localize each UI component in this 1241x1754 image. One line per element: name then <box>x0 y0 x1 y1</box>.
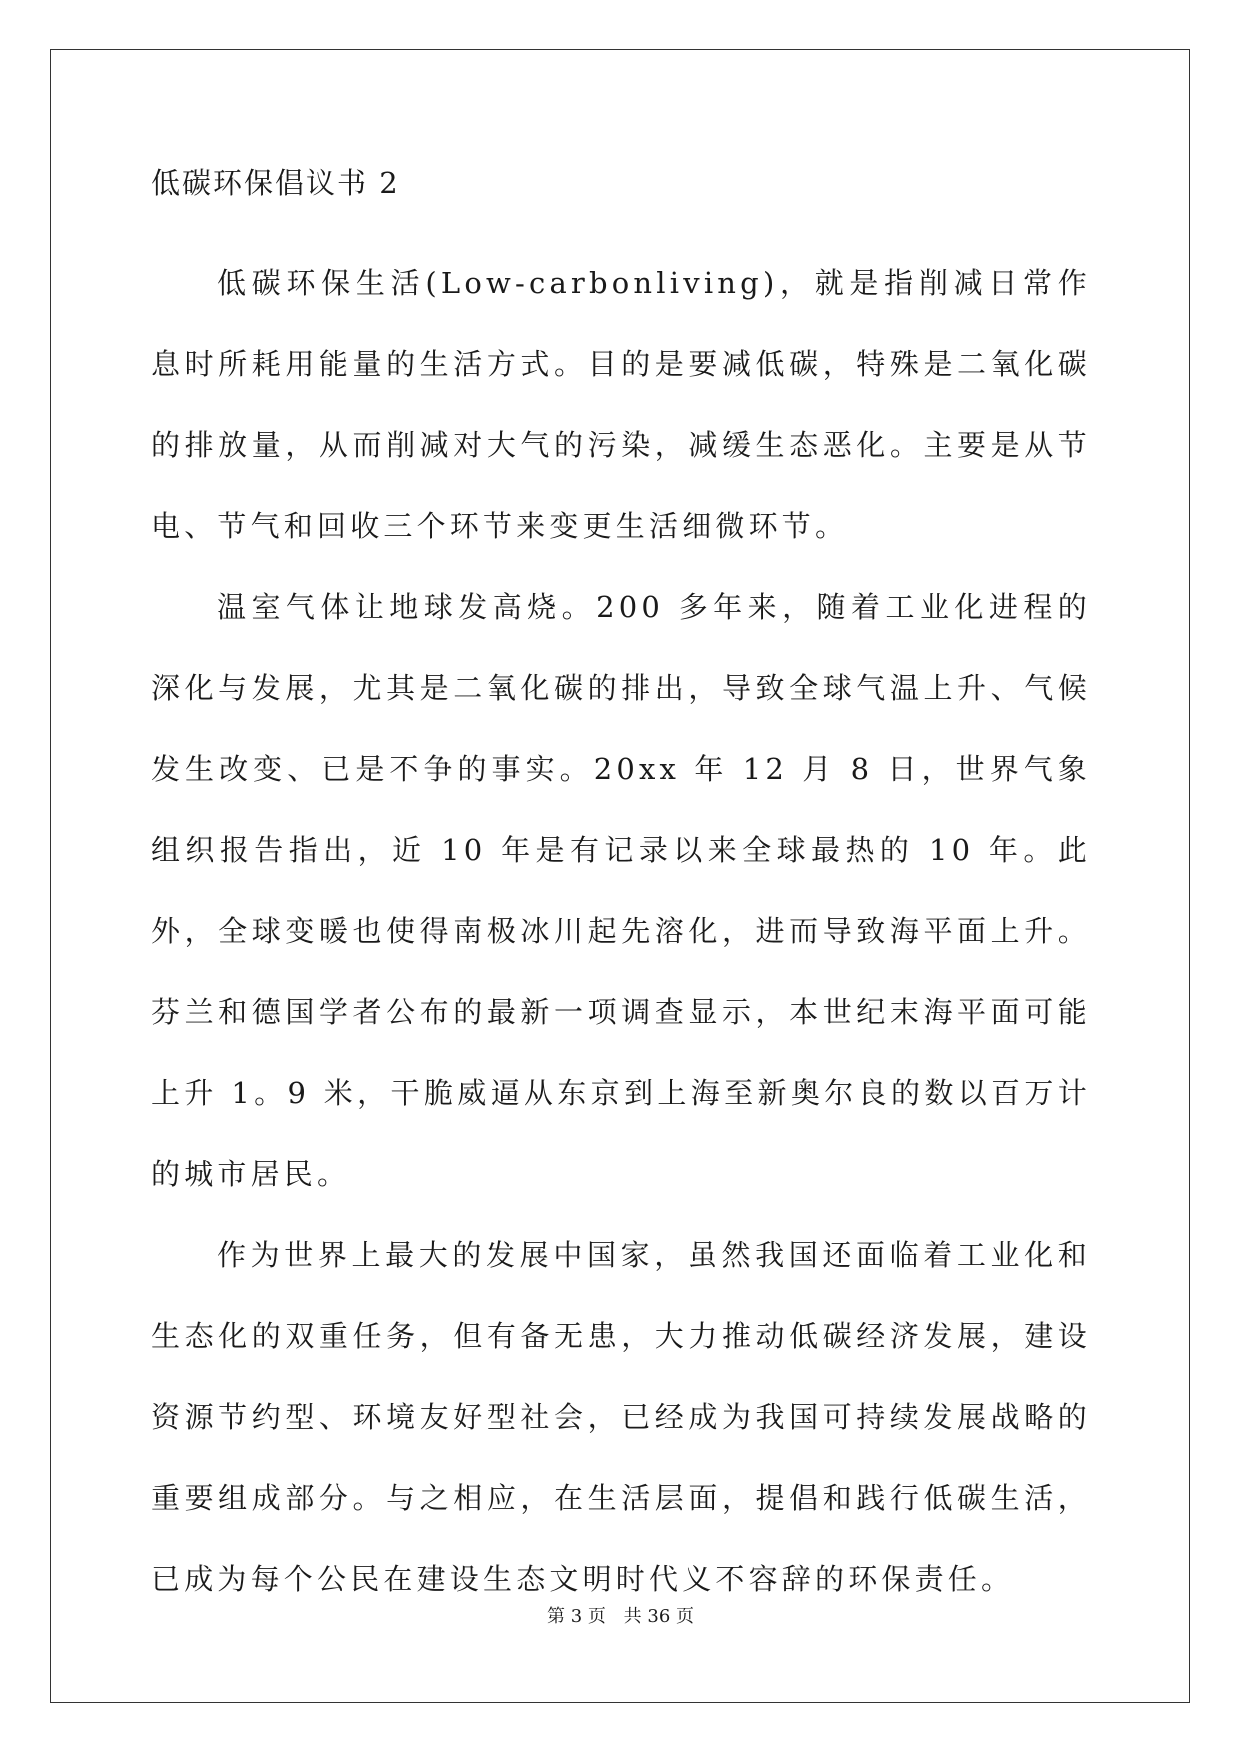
document-body <box>151 163 1091 1620</box>
page-footer <box>0 1602 1241 1628</box>
paragraph-1: 低碳环保生活(Low-carbonliving)，就是指削减日常作息时所耗用能量的生活方式。目的是要减低碳，特殊是二氧化碳的排放量，从而削减对大气的污染，减缓生态恶化。主要是从节电、节气和回收三个环节来变更生活细微环节。 <box>151 266 1091 543</box>
document-title: 低碳环保倡议书 2 <box>151 166 400 200</box>
paragraph-3: 作为世界上最大的发展中国家，虽然我国还面临着工业化和生态化的双重任务，但有备无患，大力推动低碳经济发展，建设资源节约型、环境友好型社会，已经成为我国可持续发展战略的重要组成部分。与之相应，在生活层面，提倡和践行低碳生活，已成为每个公民在建设生态文明时代义不容辞的环保责任。 <box>151 1238 1091 1596</box>
page-number-total: 共 36 页 <box>623 1606 694 1627</box>
paragraph-2: 温室气体让地球发高烧。200 多年来，随着工业化进程的深化与发展，尤其是二氧化碳的排出，导致全球气温上升、气候发生改变、已是不争的事实。20xx 年 12 月 8 日，世界气象组织报告指出，近 10 年是有记录以来全球最热的 10 年。此外，全球变暖也使得南极冰川起先溶化，进而导致海平面上升。芬兰和德国学者公布的最新一项调查显示，本世纪末海平面可能上升 1。9 米，干脆威逼从东京到上海至新奥尔良的数以百万计的城市居民。 <box>151 590 1091 1191</box>
page-number-current: 第 3 页 <box>547 1606 606 1627</box>
